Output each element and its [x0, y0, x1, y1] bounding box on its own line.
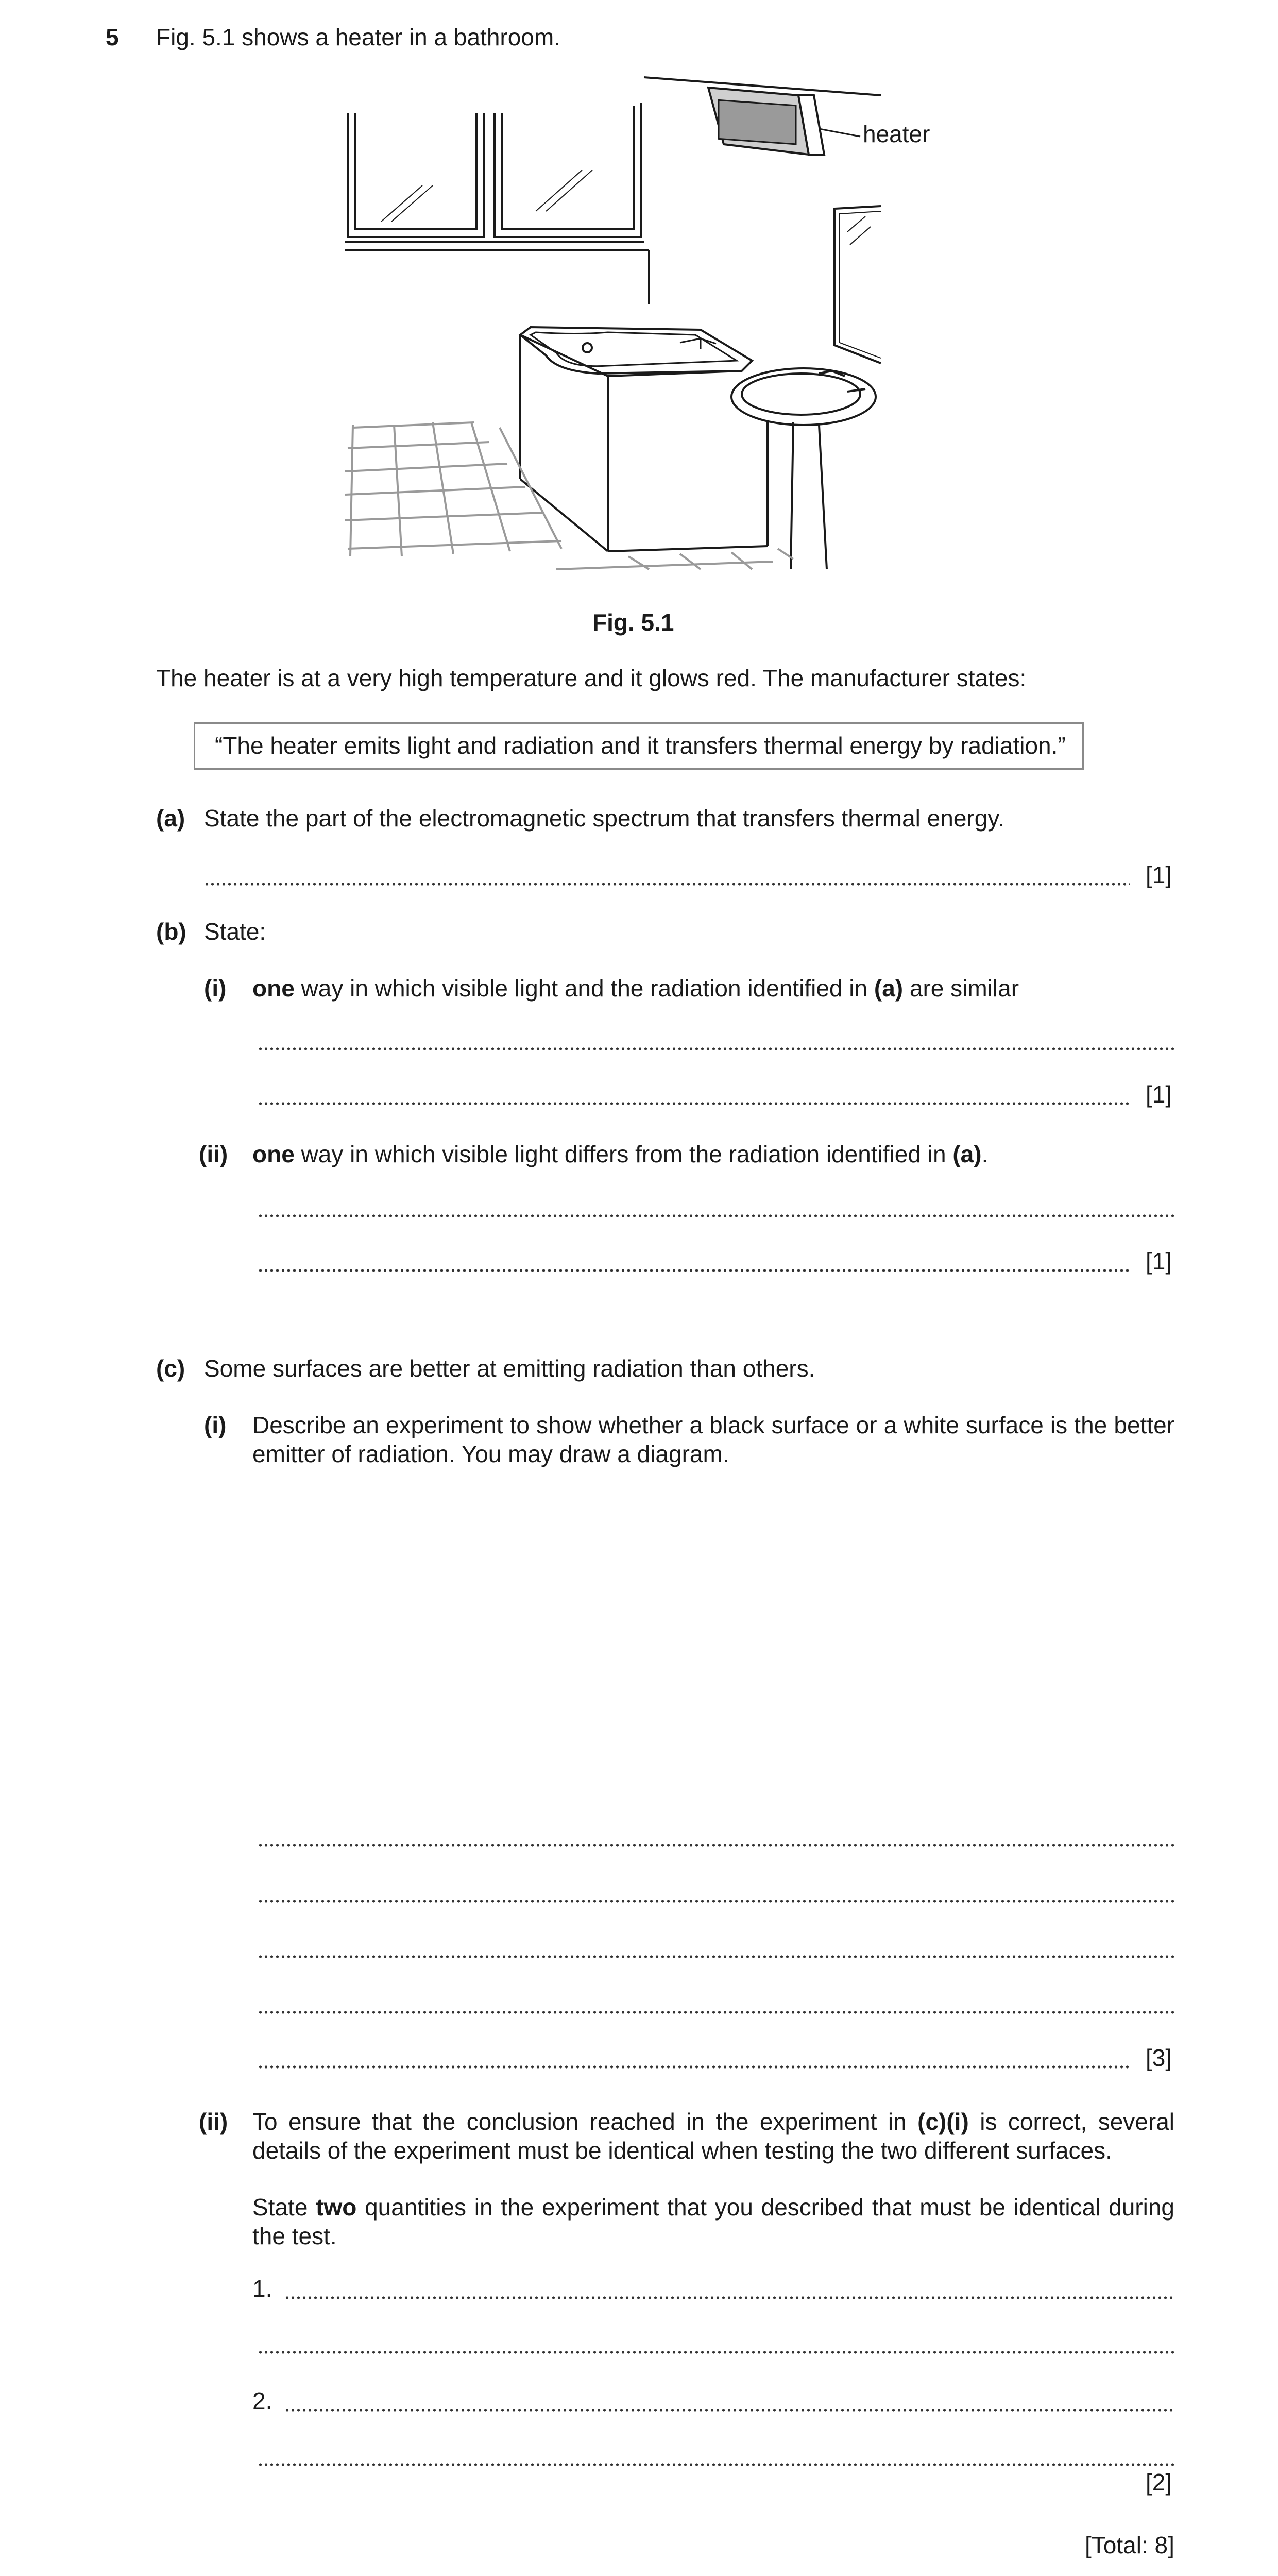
part-b-ii-question [252, 1140, 988, 1168]
reference-a: (a) [874, 975, 904, 1002]
part-b-i-text: way in which visible light and the radiation identified in [294, 975, 874, 1002]
total-marks: [Total: 8] [1085, 2532, 1174, 2558]
part-b-i-question [252, 974, 1019, 1003]
item-1-label: 1. [252, 2275, 272, 2302]
part-b-ii-text-end: . [981, 1141, 989, 1167]
part-b-ii-text: way in which visible light differs from the radiation identified in [294, 1141, 953, 1167]
part-c-ii-label: (ii) [199, 2108, 228, 2135]
part-c-i-text: Describe an experiment to show whether a black surface or a white surface is the better emitter of radiation. You may draw a diagram. [252, 1412, 1174, 1467]
answer-line-c-i-4[interactable] [258, 2010, 1174, 2014]
mirror-drawing [834, 206, 881, 363]
part-b-ii-mark: [1] [1146, 1248, 1172, 1275]
part-b-text: State: [204, 918, 266, 945]
part-c-i-label: (i) [204, 1412, 227, 1438]
part-b-ii-label: (ii) [199, 1141, 228, 1167]
sink-drawing [731, 368, 876, 569]
answer-line-b-i-2[interactable] [258, 1101, 1130, 1106]
answer-line-c-ii-2b[interactable] [258, 2463, 1174, 2467]
part-c-ii-text [252, 2107, 1174, 2165]
answer-line-c-ii-2[interactable] [284, 2408, 1174, 2412]
quote-text: “The heater emits light and radiation and it transfers thermal energy by radiation.” [215, 732, 1066, 759]
heater-label: heater [863, 121, 930, 147]
answer-line-c-ii-1b[interactable] [258, 2350, 1174, 2354]
instruction-start: State [252, 2194, 316, 2221]
part-c-text: Some surfaces are better at emitting radiation than others. [204, 1355, 815, 1382]
reference-a: (a) [952, 1141, 982, 1167]
part-c-ii-text-end: is correct, several details of the experiment must be identical when testing the two different surfaces. [252, 2108, 1174, 2164]
part-b-i-text-end: are similar [903, 975, 1019, 1002]
answer-line-c-i-1[interactable] [258, 1843, 1174, 1848]
bath-drawing [520, 327, 768, 551]
reference-c-i: (c)(i) [917, 2108, 969, 2135]
window-drawing [345, 103, 649, 304]
part-a-label: (a) [156, 805, 185, 832]
part-c-label: (c) [156, 1355, 185, 1382]
instruction-end: quantities in the experiment that you described that must be identical during the test. [252, 2194, 1174, 2249]
item-2-label: 2. [252, 2387, 272, 2414]
answer-line-c-ii-1[interactable] [284, 2296, 1174, 2300]
part-c-i-mark: [3] [1146, 2044, 1172, 2071]
figure-caption: Fig. 5.1 [592, 609, 674, 636]
part-b-label: (b) [156, 918, 186, 945]
heater-drawing [708, 88, 860, 155]
answer-line-a[interactable] [204, 882, 1130, 886]
part-a-mark: [1] [1146, 861, 1172, 888]
answer-line-c-i-3[interactable] [258, 1955, 1174, 1959]
answer-line-b-ii-2[interactable] [258, 1268, 1130, 1273]
question-statement: The heater is at a very high temperature and it glows red. The manufacturer states: [156, 665, 1027, 691]
part-c-ii-text-start: To ensure that the conclusion reached in the experiment in [252, 2108, 918, 2135]
answer-line-c-i-5[interactable] [258, 2065, 1130, 2069]
part-b-i-label: (i) [204, 975, 227, 1002]
emphasis-one: one [252, 975, 295, 1002]
emphasis-one: one [252, 1141, 295, 1167]
answer-line-b-i-1[interactable] [258, 1047, 1174, 1051]
answer-line-c-i-2[interactable] [258, 1899, 1174, 1903]
part-a-text: State the part of the electromagnetic spectrum that transfers thermal energy. [204, 805, 1004, 832]
question-number: 5 [106, 24, 119, 50]
quote-box [194, 722, 1084, 770]
emphasis-two: two [316, 2194, 357, 2221]
question-intro: Fig. 5.1 shows a heater in a bathroom. [156, 24, 560, 50]
part-c-ii-instruction [252, 2193, 1174, 2250]
answer-line-b-ii-1[interactable] [258, 1214, 1174, 1218]
part-c-ii-mark: [2] [1146, 2469, 1172, 2496]
diagram-space[interactable] [252, 1484, 1174, 1814]
part-b-i-mark: [1] [1146, 1081, 1172, 1108]
